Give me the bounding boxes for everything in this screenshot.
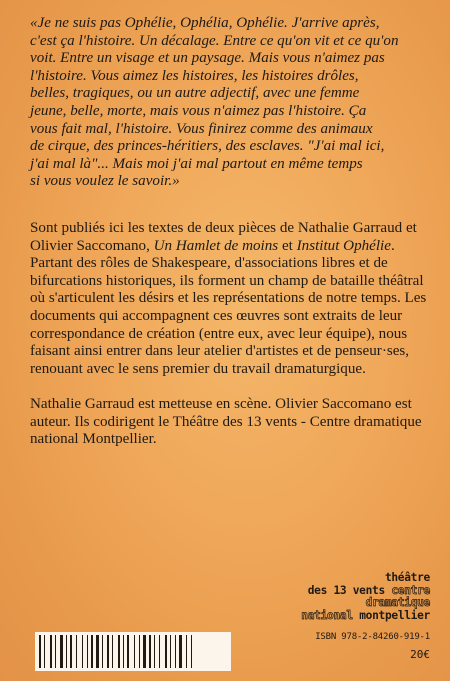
quote-line: jeune, belle, morte, mais vous n'aimez pas l'histoire. Ça — [30, 102, 367, 119]
logo-text: des 13 vents — [307, 583, 392, 597]
barcode-bar — [107, 635, 109, 668]
barcode-bar — [165, 635, 167, 668]
barcode-bar — [87, 635, 88, 668]
barcode-bar — [96, 635, 99, 668]
barcode-bar — [143, 635, 146, 668]
description-paragraph — [30, 220, 430, 378]
quote-line: vous fait mal, l'histoire. Vous finirez comme des animaux — [30, 120, 373, 137]
barcode-bar — [102, 635, 103, 668]
authors-paragraph: Nathalie Garraud est metteuse en scène. Olivier Saccomano est auteur. Ils codirigent le Théâtre des 13 vents - Centre dramatique national Montpellier. — [30, 395, 422, 448]
play-title-ophelie: Institut Ophélie — [296, 237, 391, 254]
barcode-bar — [55, 635, 56, 668]
barcode-bar — [66, 635, 67, 668]
quote-line: de cirque, des princes-héritiers, des esclaves. "J'ai mal ici, — [30, 138, 385, 155]
description-text — [30, 220, 430, 466]
barcode — [35, 632, 231, 671]
barcode-bar — [60, 635, 63, 668]
quote-line: l'histoire. Vous aimez les histoires, les histoires drôles, — [30, 67, 359, 84]
isbn-number: ISBN 978-2-84260-919-1 — [315, 632, 430, 642]
price: 20€ — [410, 648, 430, 661]
barcode-bar — [175, 635, 176, 668]
barcode-bar — [127, 635, 129, 668]
paragraph-text: Sont publiés ici les textes de deux pièces de Nathalie Garraud et Olivier Saccomano, — [30, 220, 417, 254]
quote-line: belles, tragiques, ou un autre adjectif, avec une femme — [30, 85, 360, 102]
quote-line: «Je ne suis pas Ophélie, Ophélia, Ophélie. J'arrive après, — [30, 15, 380, 31]
play-title-hamlet: Un Hamlet de moins — [153, 237, 279, 254]
logo-text-outline: centre — [391, 583, 430, 597]
paragraph-text: et — [278, 237, 297, 254]
barcode-bar — [134, 635, 135, 668]
barcode-bar — [179, 635, 182, 668]
barcode-bar — [170, 635, 171, 668]
quote-line: voit. Entre un visage et un paysage. Mais vous n'aimez pas — [30, 50, 385, 67]
barcode-bar — [118, 635, 120, 668]
barcode-bar — [112, 635, 113, 668]
barcode-bar — [154, 635, 155, 668]
barcode-bar — [50, 635, 52, 668]
barcode-bar — [159, 635, 160, 668]
publisher-logo — [300, 572, 430, 622]
quote-line: si vous voulez le savoir.» — [30, 173, 180, 190]
barcode-bar — [191, 635, 192, 668]
barcode-bar — [139, 635, 140, 668]
barcode-bar — [91, 635, 93, 668]
logo-line: dramatique — [365, 596, 430, 609]
barcode-bar — [44, 635, 45, 668]
logo-line — [300, 610, 430, 623]
barcode-bar — [70, 635, 72, 668]
epigraph-quote — [30, 15, 430, 191]
paragraph-text: . Partant des rôles de Shakespeare, d'associations libres et de bifurcations historiques, ils forment un champ de bataille théâtral où s'articulent les désirs et les représentations de notre temps. Les documents qui accompagnent ces œuvres sont extraits de leur correspondance de création (entre eux, avec leur équipe), nous faisant ainsi entrer dans leur atelier d'artistes et de penseur·ses, renouant avec le sens premier du travail dramaturgique. — [30, 237, 427, 377]
barcode-bar — [39, 635, 41, 668]
barcode-bar — [82, 635, 83, 668]
logo-line: théâtre — [384, 571, 430, 584]
barcode-graphic — [35, 632, 231, 671]
logo-text: montpellier — [352, 608, 430, 622]
quote-line: c'est ça l'histoire. Un décalage. Entre ce qu'on vit et ce qu'on — [30, 32, 399, 49]
barcode-bar — [123, 635, 124, 668]
logo-text-outline: national — [301, 608, 353, 622]
barcode-bar — [149, 635, 151, 668]
barcode-bar — [186, 635, 187, 668]
barcode-bar — [76, 635, 77, 668]
quote-line: j'ai mal là"... Mais moi j'ai mal partout en même temps — [30, 155, 363, 172]
